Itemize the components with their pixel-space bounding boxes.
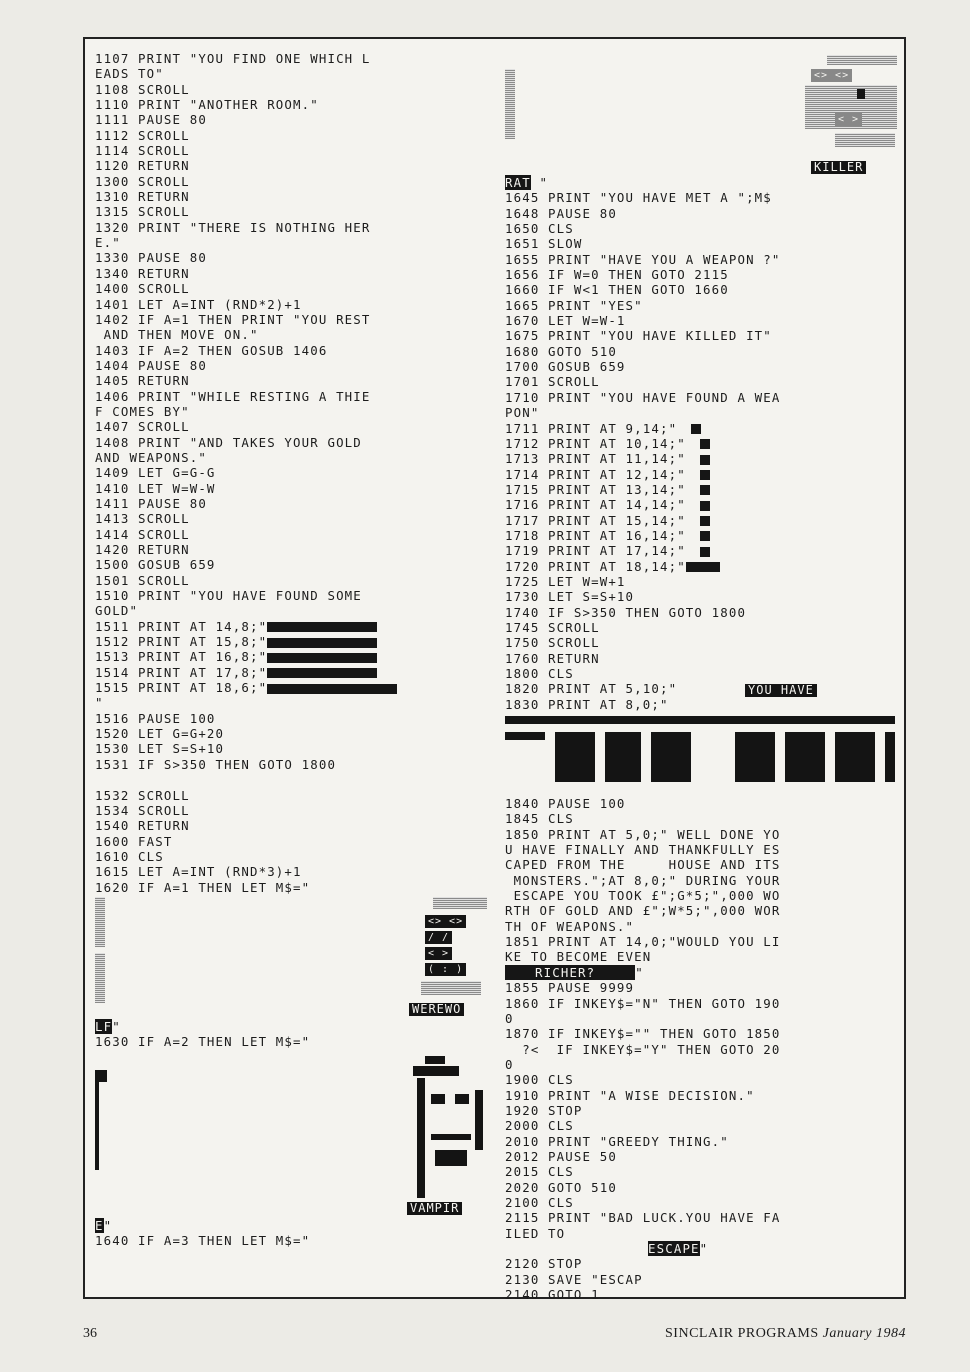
code-line: 1840 PAUSE 100: [505, 796, 626, 812]
code-line: 1404 PAUSE 80: [95, 357, 207, 373]
code-line: 1675 PRINT "YOU HAVE KILLED IT": [505, 328, 772, 344]
weapon-graphic-block: [700, 516, 710, 526]
weapon-graphic-block: [700, 531, 710, 541]
code-line: 1719 PRINT AT 17,14;": [505, 543, 897, 558]
code-line: 1516 PAUSE 100: [95, 710, 216, 726]
code-line: 2015 CLS: [505, 1164, 574, 1180]
weapon-graphic-block: [700, 485, 710, 495]
code-line: PON": [505, 405, 540, 421]
code-line: 2140 GOTO 1: [505, 1287, 600, 1303]
code-line: 1860 IF INKEY$="N" THEN GOTO 190: [505, 995, 781, 1011]
code-line: 1656 IF W=0 THEN GOTO 2115: [505, 267, 729, 283]
code-line-1630: 1630 IF A=2 THEN LET M$=": [95, 1034, 311, 1050]
code-line: 1532 SCROLL: [95, 787, 190, 803]
code-line: 1340 RETURN: [95, 265, 190, 281]
weapon-graphic-block: [700, 439, 710, 449]
code-line: 1114 SCROLL: [95, 143, 190, 159]
code-line: 1725 LET W=W+1: [505, 573, 626, 589]
code-line: 1651 SLOW: [505, 236, 583, 252]
code-line: AND THEN MOVE ON.": [95, 327, 259, 343]
code-lines-right-c: [505, 980, 897, 1241]
code-line: 1820 PRINT AT 5,10;": [505, 681, 678, 697]
code-lines-left: [95, 51, 495, 895]
code-line: 1310 RETURN: [95, 189, 190, 205]
code-line: 1600 FAST: [95, 833, 173, 849]
weapon-graphic-block: [691, 424, 701, 434]
gold-graphic-block: [267, 668, 377, 678]
code-line: 1710 PRINT "YOU HAVE FOUND A WEA: [505, 389, 781, 405]
code-line: 1855 PAUSE 9999: [505, 980, 635, 996]
code-line: 1540 RETURN: [95, 818, 190, 834]
code-line: 1715 PRINT AT 13,14;": [505, 482, 897, 497]
code-line: 1910 PRINT "A WISE DECISION.": [505, 1087, 755, 1103]
code-line: 1680 GOTO 510: [505, 343, 617, 359]
code-line: 1851 PRINT AT 14,0;"WOULD YOU LI: [505, 934, 781, 950]
code-line: 1510 PRINT "YOU HAVE FOUND SOME: [95, 588, 362, 604]
code-line: 2000 CLS: [505, 1118, 574, 1134]
code-line: 1414 SCROLL: [95, 526, 190, 542]
code-line: E.": [95, 235, 121, 251]
code-line: 1900 CLS: [505, 1072, 574, 1088]
code-line: 1713 PRINT AT 11,14;": [505, 451, 897, 466]
code-line: 2012 PAUSE 50: [505, 1148, 617, 1164]
code-line: 0: [505, 1056, 514, 1072]
code-line: EADS TO": [95, 66, 164, 82]
code-line: RTH OF GOLD AND £";W*5;",000 WOR: [505, 903, 781, 919]
code-line: 1740 IF S>350 THEN GOTO 1800: [505, 604, 747, 620]
code-line: MONSTERS.";AT 8,0;" DURING YOUR: [505, 872, 781, 888]
listing-frame: [83, 37, 906, 1303]
code-line: 1718 PRINT AT 16,14;": [505, 528, 897, 543]
code-line: [95, 772, 495, 787]
code-line: 1511 PRINT AT 14,8;": [95, 619, 495, 634]
richer-label: RICHER?: [505, 965, 635, 980]
code-line: 1512 PRINT AT 15,8;": [95, 634, 495, 649]
code-line: 1920 STOP: [505, 1102, 583, 1118]
weapon-graphic-block: [700, 455, 710, 465]
code-line: 1410 LET W=W-W: [95, 480, 216, 496]
code-line: 1407 SCROLL: [95, 419, 190, 435]
code-line: 1401 LET A=INT (RND*2)+1: [95, 296, 302, 312]
code-line: 1107 PRINT "YOU FIND ONE WHICH L: [95, 51, 371, 66]
code-line: KE TO BECOME EVEN: [505, 949, 652, 965]
code-line: 1645 PRINT "YOU HAVE MET A ";M$: [505, 190, 772, 206]
listing-left-column: 1107 PRINT "YOU FIND ONE WHICH L EADS TO" 1108 SCROLL 1110 PRINT "ANOTHER ROOM." 1111 PAUSE 80 1112 SCROLL 1114 SCROLL 1120 RETURN 1300 SCROLL 1310 RETURN 1315 SCROLL 1320 PRINT "THERE IS NOTHING HER E." 1330 PAUSE 80 1340 RETURN 1400 SCROLL 1401 LET A=INT (RND*2)+1 1402 IF A=1 THEN PRINT "YOU REST AND THEN MOVE ON." 1403 IF A=2 THEN GOSUB 1406 1404 PAUSE 80 1405 RETURN 1406 PRINT "WHILE RESTING A THIE F COMES BY" 1407 SCROLL 1408 PRINT "AND TAKES YOUR GOLD AND WEAPONS." 1409 LET G=G-G 1410 LET W=W-W 1411 PAUSE 80 1413 SCROLL 1414 SCROLL 1420 RETURN 1500 GOSUB 659 1501 SCROLL 1510 PRINT "YOU HAVE FOUND SOME GOLD" 1511 PRINT AT 14,8;" 1512 PRINT AT 15,8;" 1513 PRINT AT 16,8;" 1514 PRINT AT 17,8;" 1515 PRINT AT 18,6;" " 1516 PAUSE 100 1520 LET G=G+20 1530 LET S=S+10 1531 IF S>350 THEN GOTO 1800 1532 SCROLL 1534 SCROLL 1540 RETURN 1600 FAST 1610 CLS 1615 LET A=INT (RND*3)+1 1620 IF A=1 THEN LET M$=" <> <> / / < > ( : ) WEREWO LF" 1630 IF A=2 THEN LET M$=" VAMPIR E" 1640 IF A=3 THEN LET M$=": [95, 51, 495, 1248]
code-line: 1530 LET S=S+10: [95, 741, 225, 757]
weapon-graphic-block: [686, 562, 720, 572]
escape-label: ESCAPE: [648, 1241, 700, 1256]
code-line: 2020 GOTO 510: [505, 1179, 617, 1195]
code-line: 1300 SCROLL: [95, 173, 190, 189]
code-line: ": [95, 695, 104, 711]
e-label: E: [95, 1217, 104, 1233]
code-line: AND WEAPONS.": [95, 449, 207, 465]
lf-label: LF: [95, 1018, 113, 1034]
code-line: 1720 PRINT AT 18,14;": [505, 559, 897, 574]
code-line: 1110 PRINT "ANOTHER ROOM.": [95, 97, 319, 113]
code-line: CAPED FROM THE HOUSE AND ITS: [505, 857, 781, 873]
code-line: 1500 GOSUB 659: [95, 557, 216, 573]
code-line: 1501 SCROLL: [95, 572, 190, 588]
weapon-graphic-block: [700, 501, 710, 511]
code-line: 1716 PRINT AT 14,14;": [505, 497, 897, 512]
code-lines-right-d: [505, 1256, 897, 1302]
code-line: 0: [505, 1010, 514, 1026]
code-line: 2120 STOP: [505, 1256, 583, 1272]
code-line: 1402 IF A=1 THEN PRINT "YOU REST: [95, 311, 371, 327]
gold-graphic-block: [267, 622, 377, 632]
rat-label: RAT: [505, 175, 531, 190]
code-line: 1411 PAUSE 80: [95, 495, 207, 511]
code-line: 1845 CLS: [505, 811, 574, 827]
you-have-label: YOU HAVE: [745, 684, 817, 697]
killer-rat-graphic: <> <> < > KILLER: [505, 51, 897, 175]
code-line: 1111 PAUSE 80: [95, 112, 207, 128]
code-line: 1850 PRINT AT 5,0;" WELL DONE YO: [505, 826, 781, 842]
code-line: 1315 SCROLL: [95, 204, 190, 220]
code-line: 1610 CLS: [95, 848, 164, 864]
code-lines-right-b: [505, 796, 897, 965]
code-line: 1514 PRINT AT 17,8;": [95, 665, 495, 680]
code-line: 2115 PRINT "BAD LUCK.YOU HAVE FA: [505, 1210, 781, 1226]
vampire-label: VAMPIR: [407, 1202, 462, 1215]
code-line: 1650 CLS: [505, 221, 574, 237]
code-line: 1108 SCROLL: [95, 81, 190, 97]
code-line: 1760 RETURN: [505, 650, 600, 666]
code-line: ?< IF INKEY$="Y" THEN GOTO 20: [505, 1041, 781, 1057]
code-line: 1413 SCROLL: [95, 511, 190, 527]
code-line: 1714 PRINT AT 12,14;": [505, 467, 897, 482]
killer-label: KILLER: [811, 161, 866, 174]
code-line: 1534 SCROLL: [95, 802, 190, 818]
code-line: 1655 PRINT "HAVE YOU A WEAPON ?": [505, 251, 781, 267]
code-line: GOLD": [95, 603, 139, 619]
code-line: 1665 PRINT "YES": [505, 297, 643, 313]
code-line: 2100 CLS: [505, 1194, 574, 1210]
code-line: 1745 SCROLL: [505, 619, 600, 635]
code-line: 1403 IF A=2 THEN GOSUB 1406: [95, 342, 328, 358]
code-line: ILED TO: [505, 1225, 566, 1241]
werewolf-label: WEREWO: [409, 1003, 464, 1016]
code-line: 1717 PRINT AT 15,14;": [505, 513, 897, 528]
vampire-graphic: [95, 1050, 495, 1218]
code-line: U HAVE FINALLY AND THANKFULLY ES: [505, 842, 781, 858]
gold-graphic-block: [267, 638, 377, 648]
weapon-graphic-block: [700, 547, 710, 557]
code-line: 1112 SCROLL: [95, 127, 190, 143]
code-line: TH OF WEAPONS.": [505, 918, 635, 934]
code-line: 1700 GOSUB 659: [505, 359, 626, 375]
magazine-footer: SINCLAIR PROGRAMS January 1984: [665, 1326, 906, 1341]
code-lines-right-a: [505, 190, 897, 712]
code-line: 1520 LET G=G+20: [95, 726, 225, 742]
code-line: 1531 IF S>350 THEN GOTO 1800: [95, 756, 337, 772]
code-line: 1648 PAUSE 80: [505, 205, 617, 221]
werewolf-graphic: <> <> / / < > ( : ) WEREWO: [95, 895, 495, 1019]
code-line: 1701 SCROLL: [505, 374, 600, 390]
code-line: 1670 LET W=W-1: [505, 313, 626, 329]
code-line: 1712 PRINT AT 10,14;": [505, 436, 897, 451]
code-line: 2130 SAVE "ESCAP: [505, 1271, 643, 1287]
code-line: 1750 SCROLL: [505, 635, 600, 651]
code-line: 1870 IF INKEY$="" THEN GOTO 1850: [505, 1026, 781, 1042]
code-line: 1400 SCROLL: [95, 281, 190, 297]
code-line: 1730 LET S=S+10: [505, 589, 635, 605]
code-line: 1120 RETURN: [95, 158, 190, 174]
gold-graphic-block: [267, 684, 397, 694]
listing-right-column: <> <> < > KILLER RAT " 1645 PRINT "YOU HAVE MET A ";M$ 1648 PAUSE 80 1650 CLS 1651 SLOW 1655 PRINT "HAVE YOU A WEAPON ?" 1656 IF W=0 THEN GOTO 2115 1660 IF W<1 THEN GOTO 1660 1665 PRINT "YES" 1670 LET W=W-1 1675 PRINT "YOU HAVE KILLED IT" 1680 GOTO 510 1700 GOSUB 659 1701 SCROLL 1710 PRINT "YOU HAVE FOUND A WEA PON" 1711 PRINT AT 9,14;" 1712 PRINT AT 10,14;" 1713 PRINT AT 11,14;" 1714 PRINT AT 12,14;" 1715 PRINT AT 13,14;" 1716 PRINT AT 14,14;" 1717 PRINT AT 15,14;" 1718 PRINT AT 16,14;" 1719 PRINT AT 17,14;" 1720 PRINT AT 18,14;" 1725 LET W=W+1 1730 LET S=S+10 1740 IF S>350 THEN GOTO 1800 1745 SCROLL 1750 SCROLL 1760 RETURN 1800 CLS 1820 PRINT AT 5,10;" 1830 PRINT AT 8,0;" YOU HAVE 1840 PAUSE 100 1845 CLS 1850 PRINT AT 5,0;" WELL DONE YO U HAVE FINALLY AND THANKFULLY ES CAPED FROM THE HOUSE AND ITS MONSTERS.";AT 8,0;" DURING YOUR ESCAPE YOU TOOK £";G*5;",000 WO RTH OF GOLD AND £";W*5;",000 WOR TH OF WEAPONS." 1851 PRINT AT 14,0;"WOULD YOU LI KE TO BECOME EVEN RICHER? " 1855 PAUSE 9999 1860 IF INKEY$="N" THEN GOTO 190 0 1870 IF INKEY$="" THEN GOTO 1850 ?< IF INKEY$="Y" THEN GOTO 20 0 1900 CLS 1910 PRINT "A WISE DECISION." 1920 STOP 2000 CLS 2010 PRINT "GREEDY THING." 2012 PAUSE 50 2015 CLS 2020 GOTO 510 2100 CLS 2115 PRINT "BAD LUCK.YOU HAVE FA ILED TO ESCAPE" 2120 STOP 2130 SAVE "ESCAP 2140 GOTO 1: [505, 51, 897, 1302]
code-line: 1620 IF A=1 THEN LET M$=": [95, 879, 311, 895]
code-line: 1320 PRINT "THERE IS NOTHING HER: [95, 219, 371, 235]
code-line: 1420 RETURN: [95, 542, 190, 557]
code-line: 1615 LET A=INT (RND*3)+1: [95, 864, 302, 880]
code-line-1640: 1640 IF A=3 THEN LET M$=": [95, 1232, 311, 1248]
code-line: 1711 PRINT AT 9,14;": [505, 421, 897, 436]
gold-graphic-block: [267, 653, 377, 663]
code-line: 1406 PRINT "WHILE RESTING A THIE: [95, 388, 371, 404]
code-line: ESCAPE YOU TOOK £";G*5;",000 WO: [505, 888, 781, 904]
code-line: 1830 PRINT AT 8,0;": [505, 696, 669, 712]
weapon-graphic-block: [700, 470, 710, 480]
code-line: F COMES BY": [95, 403, 190, 419]
code-line: 1330 PAUSE 80: [95, 250, 207, 266]
code-line: 1408 PRINT "AND TAKES YOUR GOLD: [95, 434, 362, 450]
code-line: 1800 CLS: [505, 666, 574, 681]
code-line: 1405 RETURN: [95, 373, 190, 389]
code-line: 2010 PRINT "GREEDY THING.": [505, 1133, 729, 1149]
page-number: 36: [83, 1326, 97, 1341]
code-line: 1515 PRINT AT 18,6;": [95, 680, 495, 695]
code-line: 1513 PRINT AT 16,8;": [95, 649, 495, 664]
code-line: 1409 LET G=G-G: [95, 465, 216, 481]
code-line: 1660 IF W<1 THEN GOTO 1660: [505, 282, 729, 298]
